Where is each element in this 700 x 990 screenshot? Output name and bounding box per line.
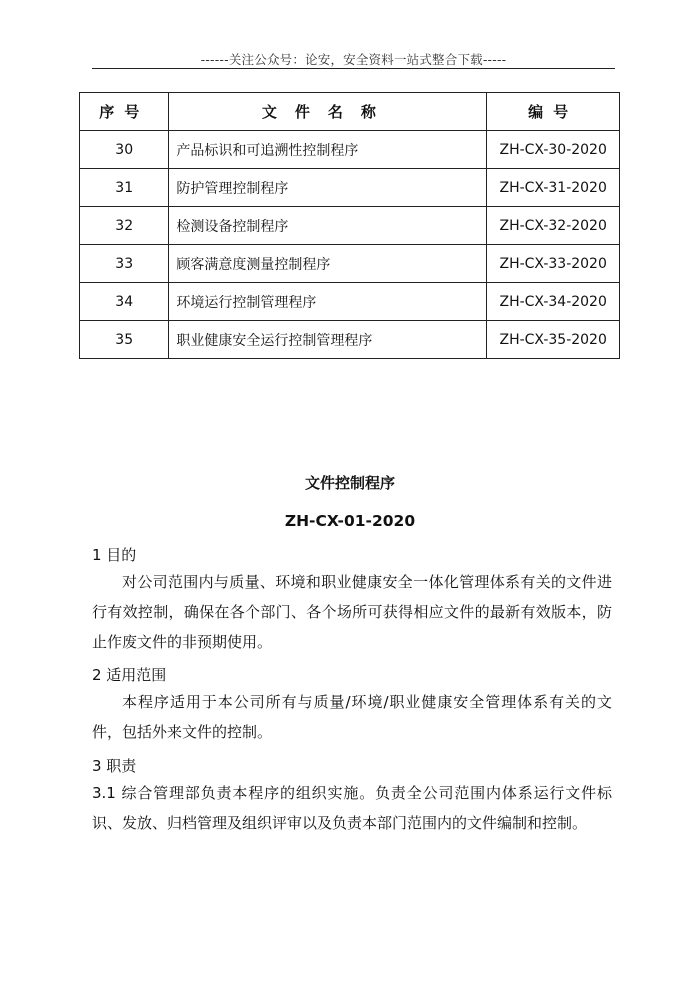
document-title: 文件控制程序	[304, 474, 395, 492]
cell-document-code: ZH-CX-31-2020	[487, 169, 620, 207]
header-document-code: 编号	[487, 93, 620, 131]
document-code: ZH-CX-01-2020	[284, 512, 416, 530]
table-header-row	[80, 93, 620, 131]
cell-document-name: 顾客满意度测量控制程序	[169, 245, 487, 283]
cell-document-name: 环境运行控制管理程序	[169, 283, 487, 321]
cell-document-code: ZH-CX-33-2020	[487, 245, 620, 283]
cell-document-name: 产品标识和可追溯性控制程序	[169, 131, 487, 169]
cell-serial-no: 31	[80, 169, 169, 207]
document-list-table	[79, 92, 620, 359]
cell-document-name: 职业健康安全运行控制管理程序	[169, 321, 487, 359]
table-row	[80, 245, 620, 283]
table-row	[80, 131, 620, 169]
table-row	[80, 169, 620, 207]
page-header: ------关注公众号：论安，安全资料一站式整合下载-----	[200, 52, 507, 67]
section-3-1-body: 3.1 综合管理部负责本程序的组织实施。负责全公司范围内体系运行文件标识、发放、归档管理及组织评审以及负责本部门范围内的文件编制和控制。	[92, 784, 612, 832]
header-serial-no: 序号	[80, 93, 169, 131]
cell-serial-no: 35	[80, 321, 169, 359]
cell-serial-no: 34	[80, 283, 169, 321]
cell-document-code: ZH-CX-32-2020	[487, 207, 620, 245]
header-document-name: 文件名称	[169, 93, 487, 131]
section-1-heading: 1 目的	[92, 546, 137, 564]
section-3-heading: 3 职责	[92, 757, 137, 775]
section-2-body: 本程序适用于本公司所有与质量/环境/职业健康安全管理体系有关的文件，包括外来文件的控制。	[92, 693, 612, 741]
header-divider	[92, 68, 615, 69]
cell-serial-no: 30	[80, 131, 169, 169]
cell-document-code: ZH-CX-34-2020	[487, 283, 620, 321]
cell-document-code: ZH-CX-30-2020	[487, 131, 620, 169]
cell-document-name: 防护管理控制程序	[169, 169, 487, 207]
table-row	[80, 207, 620, 245]
table-row	[80, 283, 620, 321]
table-row	[80, 321, 620, 359]
section-2-heading: 2 适用范围	[92, 666, 167, 684]
cell-serial-no: 33	[80, 245, 169, 283]
cell-document-name: 检测设备控制程序	[169, 207, 487, 245]
cell-document-code: ZH-CX-35-2020	[487, 321, 620, 359]
cell-serial-no: 32	[80, 207, 169, 245]
section-1-body: 对公司范围内与质量、环境和职业健康安全一体化管理体系有关的文件进行有效控制，确保在各个部门、各个场所可获得相应文件的最新有效版本，防止作废文件的非预期使用。	[92, 573, 612, 651]
